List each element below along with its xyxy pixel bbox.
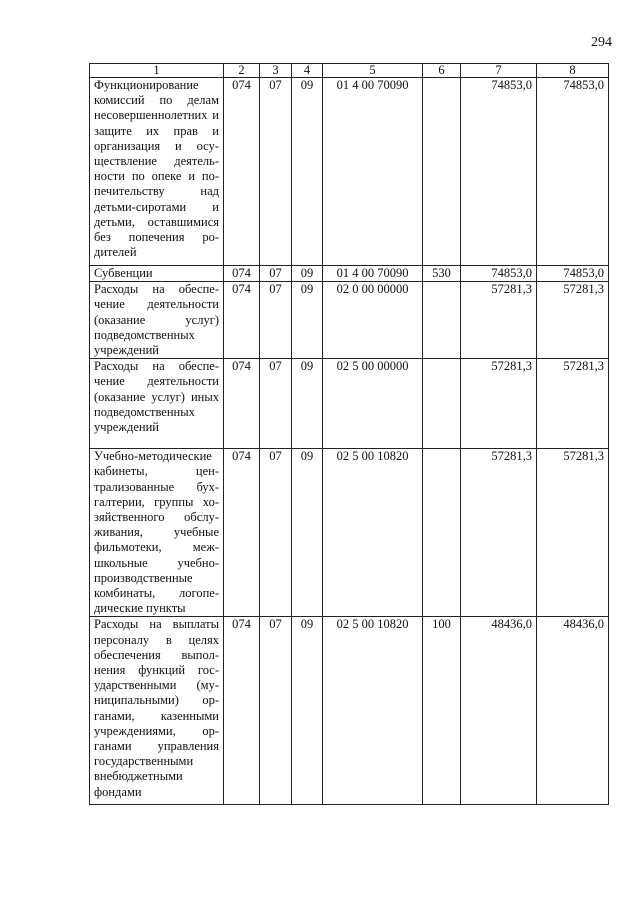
row-section-cell: 07 (260, 266, 292, 282)
row-subsection-cell: 09 (292, 78, 323, 266)
header-cell: 8 (537, 64, 609, 78)
row-expense-type-cell (423, 78, 461, 266)
row-amount-cell: 57281,3 (537, 449, 609, 617)
page-number: 294 (591, 35, 612, 50)
row-amount-cell: 48436,0 (537, 617, 609, 805)
row-ministry-cell: 074 (224, 617, 260, 805)
table-row (90, 266, 609, 282)
row-subsection-cell: 09 (292, 282, 323, 359)
row-amount-cell: 57281,3 (461, 282, 537, 359)
header-cell: 1 (90, 64, 224, 78)
row-section-cell: 07 (260, 617, 292, 805)
row-ministry-cell: 074 (224, 266, 260, 282)
header-cell: 5 (323, 64, 423, 78)
row-target-code-cell: 02 5 00 10820 (323, 449, 423, 617)
table-row (90, 617, 609, 805)
row-section-cell: 07 (260, 78, 292, 266)
row-subsection-cell: 09 (292, 617, 323, 805)
header-cell: 7 (461, 64, 537, 78)
table-row (90, 78, 609, 266)
row-target-code-cell: 02 5 00 00000 (323, 359, 423, 449)
row-expense-type-cell (423, 359, 461, 449)
row-name-cell: Расходы на выплаты персоналу в целях обеспечения выполнения функций государственными (муниципальными) органами, казенными учреждениями, органами управления государственными внебюджетными фондами (90, 617, 224, 805)
row-name-cell: Субвенции (90, 266, 224, 282)
row-expense-type-cell: 100 (423, 617, 461, 805)
table-row (90, 359, 609, 449)
header-cell: 4 (292, 64, 323, 78)
row-expense-type-cell (423, 282, 461, 359)
row-amount-cell: 74853,0 (537, 78, 609, 266)
row-amount-cell: 48436,0 (461, 617, 537, 805)
row-section-cell: 07 (260, 282, 292, 359)
row-subsection-cell: 09 (292, 266, 323, 282)
row-name-cell: Расходы на обеспечение деятельности (оказание услуг) иных подведомственных учреждений (90, 359, 224, 449)
row-amount-cell: 57281,3 (537, 282, 609, 359)
row-subsection-cell: 09 (292, 359, 323, 449)
row-ministry-cell: 074 (224, 282, 260, 359)
row-target-code-cell: 02 5 00 10820 (323, 617, 423, 805)
header-cell: 2 (224, 64, 260, 78)
row-ministry-cell: 074 (224, 449, 260, 617)
row-amount-cell: 57281,3 (461, 359, 537, 449)
row-section-cell: 07 (260, 449, 292, 617)
table-row (90, 449, 609, 617)
row-section-cell: 07 (260, 359, 292, 449)
table-row (90, 282, 609, 359)
header-cell: 3 (260, 64, 292, 78)
row-name-cell: Расходы на обеспечение деятельности (оказание услуг) подведомственных учреждений (90, 282, 224, 359)
row-subsection-cell: 09 (292, 449, 323, 617)
row-amount-cell: 57281,3 (461, 449, 537, 617)
row-amount-cell: 74853,0 (537, 266, 609, 282)
row-target-code-cell: 01 4 00 70090 (323, 266, 423, 282)
row-ministry-cell: 074 (224, 78, 260, 266)
row-amount-cell: 57281,3 (537, 359, 609, 449)
header-cell: 6 (423, 64, 461, 78)
row-expense-type-cell: 530 (423, 266, 461, 282)
row-target-code-cell: 01 4 00 70090 (323, 78, 423, 266)
row-target-code-cell: 02 0 00 00000 (323, 282, 423, 359)
budget-table (89, 63, 609, 805)
row-ministry-cell: 074 (224, 359, 260, 449)
table-header-row (90, 64, 609, 78)
row-amount-cell: 74853,0 (461, 266, 537, 282)
row-name-cell: Функционирование комиссий по делам несовершеннолетних и защите их прав и организация и осуществление деятельности по опеке и попечительству над детьми-сиротами и детьми, оставшимися без попечения родителей (90, 78, 224, 266)
row-name-cell: Учебно-методические кабинеты, централизованные бухгалтерии, группы хозяйственного обслуживания, учебные фильмотеки, межшкольные учебно-производственные комбинаты, логопедические пункты (90, 449, 224, 617)
row-amount-cell: 74853,0 (461, 78, 537, 266)
row-expense-type-cell (423, 449, 461, 617)
